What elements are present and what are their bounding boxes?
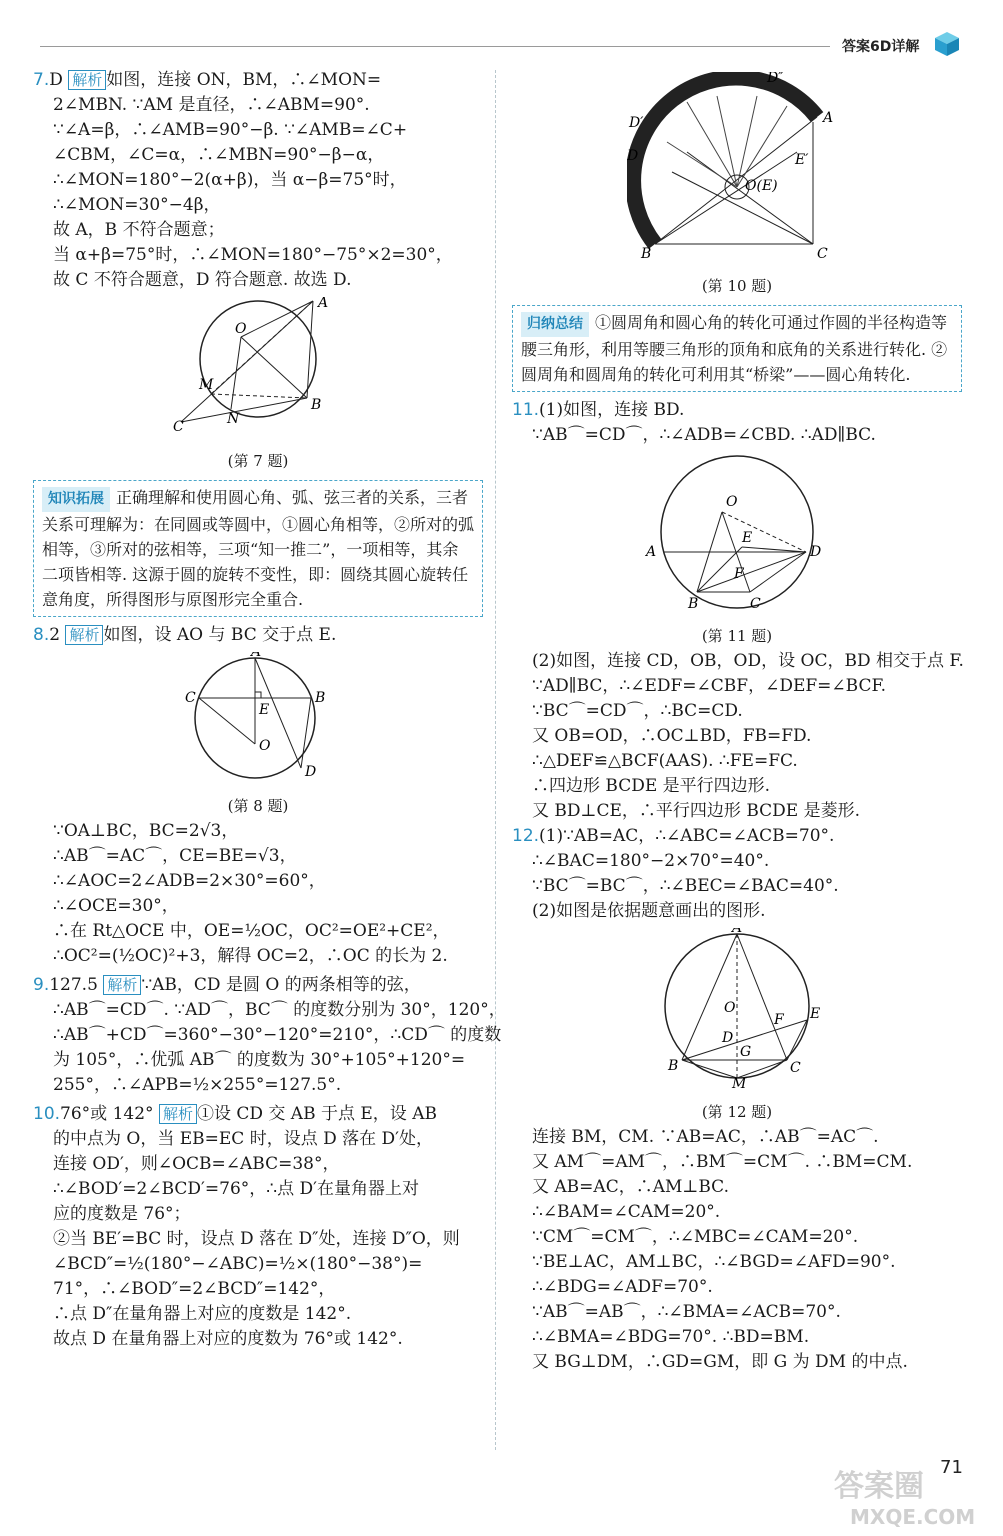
solution-line: 故 A，B 不符合题意； xyxy=(53,220,225,240)
solution-line: ∵AB⌒=CD⌒，∴∠ADB=∠CBD. ∴AD∥BC. xyxy=(532,425,876,445)
fig10-label-d: D xyxy=(627,148,639,164)
fig12-label-c: C xyxy=(790,1060,801,1076)
header-title: 答案6D详解 xyxy=(842,39,920,55)
fig12-label-d: D xyxy=(722,1030,734,1046)
question-number: 10. xyxy=(33,1104,61,1124)
analysis-tag: 解析 xyxy=(68,70,106,90)
fig11-label-o: O xyxy=(726,494,738,510)
solution-line: ②当 BE′=BC 时，设点 D 落在 D″处，连接 D″O，则 xyxy=(53,1229,460,1249)
watermark-logo xyxy=(830,1460,995,1530)
fig12-label-e: E xyxy=(810,1006,821,1022)
fig7-label-n: N xyxy=(227,411,240,427)
solution-line: ∴AB⌒=CD⌒. ∵AD⌒，BC⌒ 的度数分别为 30°，120°， xyxy=(53,1000,506,1020)
figure-7 xyxy=(33,297,483,445)
question-number: 7. xyxy=(33,70,50,90)
note-text: ①圆周角和圆心角的转化可通过作圆的半径构造等腰三角形，利用等腰三角形的顶角和底角的关系进行转化. ②圆周角和圆周角的转化可利用其“桥梁”——圆心角转化. xyxy=(521,313,948,384)
solution-lines xyxy=(33,819,483,969)
knowledge-note xyxy=(33,480,483,617)
solution-line: (1)如图，连接 BD. xyxy=(539,400,685,420)
solution-lines xyxy=(512,1125,962,1375)
solution-line: 又 AM⌒=AM⌒，∴BM⌒=CM⌒. ∴BM=CM. xyxy=(532,1152,913,1172)
fig11-label-a: A xyxy=(646,544,657,560)
solution-line: 连接 BM，CM. ∵AB=AC，∴AB⌒=AC⌒. xyxy=(532,1127,879,1147)
solution-line: 又 BG⊥DM，∴GD=GM，即 G 为 DM 的中点. xyxy=(532,1352,908,1372)
solution-line: ∴AB⌒+CD⌒=360°−30°−120°=210°，∴CD⌒ 的度数 xyxy=(53,1025,502,1045)
solution-line: ∴在 Rt△OCE 中，OE=½OC，OC²=OE²+CE²， xyxy=(53,921,450,941)
fig10-label-d2: D″ xyxy=(767,72,784,86)
answer: 76°或 142° xyxy=(60,1104,154,1124)
solution-line: 故 C 不符合题意，D 符合题意. 故选 D. xyxy=(53,270,352,290)
solution-line: ∵CM⌒=CM⌒，∴∠MBC=∠CAM=20°. xyxy=(532,1227,859,1247)
fig11-label-e: E xyxy=(742,530,753,546)
solution-line: ∴∠OCE=30°， xyxy=(53,896,179,916)
solution-line: ∵AD∥BC，∴∠EDF=∠CBF，∠DEF=∠BCF. xyxy=(532,676,887,696)
solution-line: 如图，连接 ON，BM，∴∠MON= xyxy=(106,70,382,90)
fig8-label-c: C xyxy=(185,690,196,706)
solution-line: ∴△DEF≌△BCF(AAS). ∴FE=FC. xyxy=(532,751,798,771)
figure-caption: (第 8 题) xyxy=(227,797,289,815)
fig12-label-g: G xyxy=(740,1044,752,1060)
fig8-label-b: B xyxy=(315,690,326,706)
solution-line: 2∠MBN. ∵AM 是直径，∴∠ABM=90°. xyxy=(53,95,370,115)
question-number: 11. xyxy=(512,400,540,420)
fig10-label-d1: D′ xyxy=(629,115,644,131)
solution-line: 又 AB=AC，∴AM⊥BC. xyxy=(532,1177,729,1197)
figure-10 xyxy=(512,72,962,270)
solution-line: ∴∠MON=180°−2(α+β)，当 α−β=75°时， xyxy=(53,170,407,190)
solution-line: ∵AB，CD 是圆 O 的两条相等的弦， xyxy=(141,975,421,995)
fig12-label-o: O xyxy=(724,1000,736,1016)
solution-line: (2)如图是依据题意画出的图形. xyxy=(532,901,766,921)
fig7-label-b: B xyxy=(311,397,322,413)
solution-line: ∴∠BAC=180°−2×70°=40°. xyxy=(532,851,770,871)
solution-line: ∴∠BDG=∠ADF=70°. xyxy=(532,1277,713,1297)
analysis-tag: 解析 xyxy=(159,1104,197,1124)
question-9 xyxy=(33,973,506,1098)
solution-line: ∴OC²=(½OC)²+3，解得 OC=2，∴OC 的长为 2. xyxy=(53,946,448,966)
figure-12 xyxy=(512,928,962,1096)
solution-line: ∴AB⌒=AC⌒，CE=BE=√3， xyxy=(53,846,297,866)
solution-line: ∴∠MON=30°−4β， xyxy=(53,195,221,215)
fig11-label-c: C xyxy=(750,596,761,612)
left-column xyxy=(33,68,506,1352)
question-7 xyxy=(33,68,483,474)
answer: 2 xyxy=(49,625,61,645)
solution-line: ①设 CD 交 AB 于点 E，设 AB xyxy=(196,1104,437,1124)
solution-line: 应的度数是 76°； xyxy=(53,1204,191,1224)
solution-line: ∵BC⌒=CD⌒，∴BC=CD. xyxy=(532,701,743,721)
fig7-label-c: C xyxy=(173,419,184,435)
fig12-label-f: F xyxy=(774,1012,784,1028)
figure-11 xyxy=(512,452,962,620)
fig8-label-o: O xyxy=(259,738,271,754)
solution-line: ∵∠A=β，∴∠AMB=90°−β. ∵∠AMB=∠C+ xyxy=(53,120,408,140)
fig11-label-f: F xyxy=(734,566,744,582)
solution-line: (1)∵AB=AC，∴∠ABC=∠ACB=70°. xyxy=(539,826,835,846)
solution-lines xyxy=(33,998,506,1098)
figure-caption: (第 10 题) xyxy=(701,277,773,295)
solution-line: ∵OA⊥BC，BC=2√3， xyxy=(53,821,239,841)
solution-line: 为 105°，∴优弧 AB⌒ 的度数为 30°+105°+120°= xyxy=(53,1050,466,1070)
solution-line: 又 OB=OD，∴OC⊥BD，FB=FD. xyxy=(532,726,812,746)
fig10-label-a: A xyxy=(823,110,834,126)
fig12-label-b: B xyxy=(668,1058,679,1074)
solution-line: ∵BC⌒=BC⌒，∴∠BEC=∠BAC=40°. xyxy=(532,876,839,896)
answer: 127.5 xyxy=(49,975,98,995)
question-10 xyxy=(33,1102,483,1352)
solution-line: ∴点 D″在量角器上对应的度数是 142°. xyxy=(53,1304,352,1324)
question-12 xyxy=(512,824,962,1375)
fig7-label-o: O xyxy=(235,321,247,337)
fig10-label-e1: E′ xyxy=(795,152,809,168)
solution-line: ∵BE⊥AC，AM⊥BC，∴∠BGD=∠AFD=90°. xyxy=(532,1252,896,1272)
solution-line: 的中点为 O，当 EB=EC 时，设点 D 落在 D′处， xyxy=(53,1129,434,1149)
solution-line: 连接 OD′，则∠OCB=∠ABC=38°， xyxy=(53,1154,340,1174)
figure-caption: (第 12 题) xyxy=(701,1103,773,1121)
fig8-label-e: E xyxy=(259,702,270,718)
note-text: 正确理解和使用圆心角、弧、弦三者的关系，三者关系可理解为：在同圆或等圆中，①圆心角相等，②所对的弧相等，③所对的弦相等，三项“知一推二”，一项相等，其余二项皆相等. 这源于圆的旋转不变性，即：圆绕其圆心旋转任意角度，所得图形与原图形完全重合. xyxy=(42,488,475,609)
figure-8 xyxy=(33,652,483,790)
fig10-label-b: B xyxy=(641,246,652,262)
analysis-tag: 解析 xyxy=(65,625,103,645)
solution-line: ∵AB⌒=AB⌒，∴∠BMA=∠ACB=70°. xyxy=(532,1302,841,1322)
solution-line: 故点 D 在量角器上对应的度数为 76°或 142°. xyxy=(53,1329,403,1349)
answer: D xyxy=(49,70,63,90)
solution-line: ∴∠BMA=∠BDG=70°. ∴BD=BM. xyxy=(532,1327,810,1347)
solution-lines xyxy=(512,849,962,924)
header-rule xyxy=(40,46,830,47)
solution-line: 255°，∴∠APB=½×255°=127.5°. xyxy=(53,1075,342,1095)
solution-line: ∴∠BAM=∠CAM=20°. xyxy=(532,1202,721,1222)
solution-line: (2)如图，连接 CD，OB，OD，设 OC，BD 相交于点 F. xyxy=(532,651,964,671)
figure-caption: (第 11 题) xyxy=(701,627,773,645)
fig11-label-d: D xyxy=(810,544,822,560)
solution-line: ∴四边形 BCDE 是平行四边形. xyxy=(532,776,771,796)
fig12-label-a: A xyxy=(732,928,743,936)
fig7-label-a: A xyxy=(318,297,329,311)
svg-text:MXQE.COM: MXQE.COM xyxy=(850,1505,976,1529)
page-number: 71 xyxy=(940,1457,963,1478)
fig8-label-a: A xyxy=(251,652,262,660)
analysis-tag: 解析 xyxy=(103,975,141,995)
solution-line: ∴∠AOC=2∠ADB=2×30°=60°， xyxy=(53,871,326,891)
question-8 xyxy=(33,623,483,969)
solution-lines xyxy=(33,1127,483,1352)
fig8-label-d: D xyxy=(305,764,317,780)
question-number: 9. xyxy=(33,975,50,995)
figure-caption: (第 7 题) xyxy=(227,452,289,470)
solution-line: ∠BCD″=½(180°−∠ABC)=½×(180°−38°)= xyxy=(53,1254,423,1274)
solution-lines xyxy=(512,649,962,824)
note-tag: 知识拓展 xyxy=(42,487,110,512)
solution-line: 当 α+β=75°时，∴∠MON=180°−75°×2=30°， xyxy=(53,245,453,265)
question-number: 8. xyxy=(33,625,50,645)
solution-line: 如图，设 AO 与 BC 交于点 E. xyxy=(103,625,337,645)
solution-line: 又 BD⊥CE，∴平行四边形 BCDE 是菱形. xyxy=(532,801,860,821)
note-tag: 归纳总结 xyxy=(521,312,589,337)
fig11-label-b: B xyxy=(688,596,699,612)
fig10-label-oe: O(E) xyxy=(745,178,778,194)
solution-line: ∴∠BOD′=2∠BCD′=76°，∴点 D′在量角器上对 xyxy=(53,1179,419,1199)
summary-note xyxy=(512,305,962,392)
solution-line: ∠CBM，∠C=α，∴∠MBN=90°−β−α， xyxy=(53,145,385,165)
solution-line: 71°，∴∠BOD″=2∠BCD″=142°， xyxy=(53,1279,336,1299)
cube-icon xyxy=(933,30,961,58)
solution-lines xyxy=(33,93,483,293)
column-separator xyxy=(495,70,496,1450)
right-column xyxy=(512,68,962,1375)
question-number: 12. xyxy=(512,826,540,846)
fig12-label-m: M xyxy=(732,1076,747,1088)
fig7-label-m: M xyxy=(199,377,214,393)
question-11 xyxy=(512,398,962,824)
svg-text:答案圈: 答案圈 xyxy=(834,1469,924,1504)
fig10-label-c: C xyxy=(817,246,828,262)
